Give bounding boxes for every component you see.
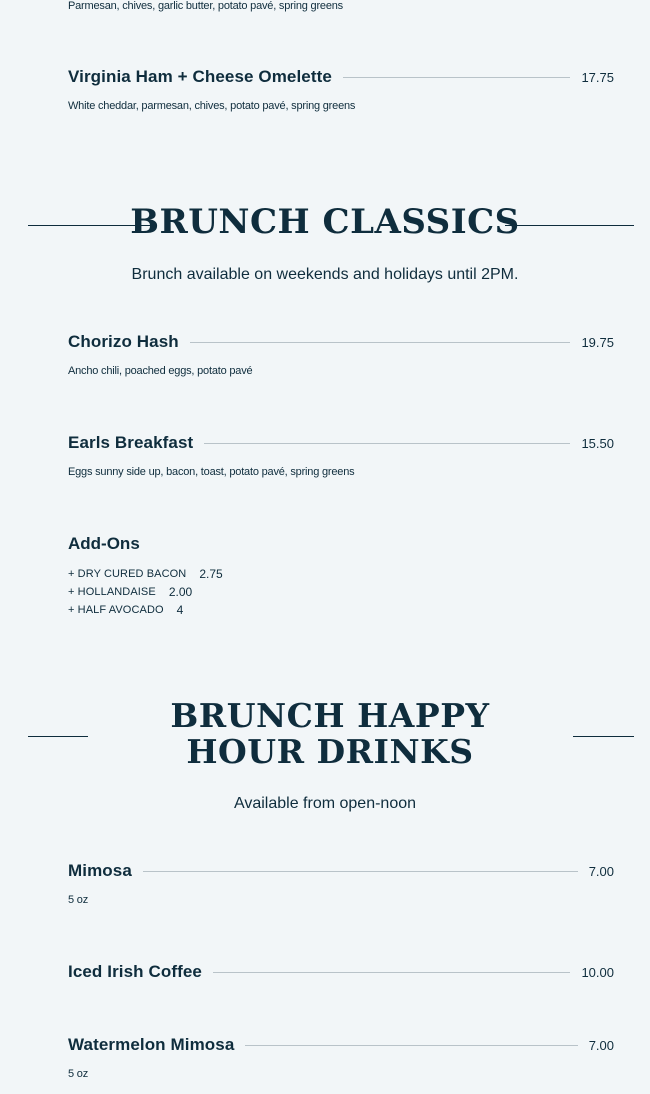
leader-line (143, 871, 578, 872)
section-subtitle: Available from open-noon (233, 795, 417, 812)
item-description: 5 oz (68, 1068, 88, 1080)
menu-item-chorizo-hash (68, 331, 614, 353)
leader-line (204, 443, 570, 444)
addon-name: + HALF AVOCADO (68, 604, 164, 616)
addon-price: 2.00 (168, 585, 193, 599)
item-price: 7.00 (588, 1037, 614, 1053)
section-rule-left (28, 736, 88, 737)
addon-name: + HOLLANDAISE (68, 586, 156, 598)
item-price: 15.50 (581, 435, 614, 451)
menu-item-ham-cheese-omelette (68, 66, 614, 88)
item-price: 10.00 (581, 964, 614, 980)
item-description: 5 oz (68, 894, 88, 906)
item-description: Parmesan, chives, garlic butter, potato pavé, spring greens (68, 0, 343, 12)
item-price: 17.75 (581, 69, 614, 85)
item-name: Virginia Ham + Cheese Omelette (68, 67, 332, 86)
item-price: 7.00 (588, 863, 614, 879)
item-name: Mimosa (68, 861, 132, 880)
item-description: Eggs sunny side up, bacon, toast, potato pavé, spring greens (68, 466, 355, 478)
item-price: 19.75 (581, 334, 614, 350)
item-name: Watermelon Mimosa (68, 1035, 235, 1054)
addon-item (68, 565, 223, 583)
menu-item-iced-irish-coffee (68, 961, 614, 983)
item-name: Iced Irish Coffee (68, 962, 202, 981)
section-subtitle: Brunch available on weekends and holidays until 2PM. (131, 266, 519, 283)
leader-line (213, 972, 570, 973)
item-description: Ancho chili, poached eggs, potato pavé (68, 365, 253, 377)
leader-line (343, 77, 571, 78)
addon-item (68, 583, 192, 601)
addon-name: + DRY CURED BACON (68, 568, 187, 580)
addon-item (68, 601, 183, 619)
menu-item-watermelon-mimosa (68, 1034, 614, 1056)
item-name: Chorizo Hash (68, 332, 179, 351)
section-title: BRUNCH CLASSICS (130, 202, 520, 242)
addon-price: 4 (176, 603, 184, 617)
item-description: White cheddar, parmesan, chives, potato pavé, spring greens (68, 100, 356, 112)
addons-title: Add-Ons (68, 534, 140, 553)
addon-price: 2.75 (199, 567, 223, 581)
leader-line (245, 1045, 577, 1046)
section-title: BRUNCH HAPPY HOUR DRINKS (170, 696, 490, 771)
leader-line (190, 342, 571, 343)
section-rule-right (573, 736, 634, 737)
menu-item-mimosa (68, 860, 614, 882)
item-name: Earls Breakfast (68, 433, 194, 452)
menu-item-earls-breakfast (68, 432, 614, 454)
